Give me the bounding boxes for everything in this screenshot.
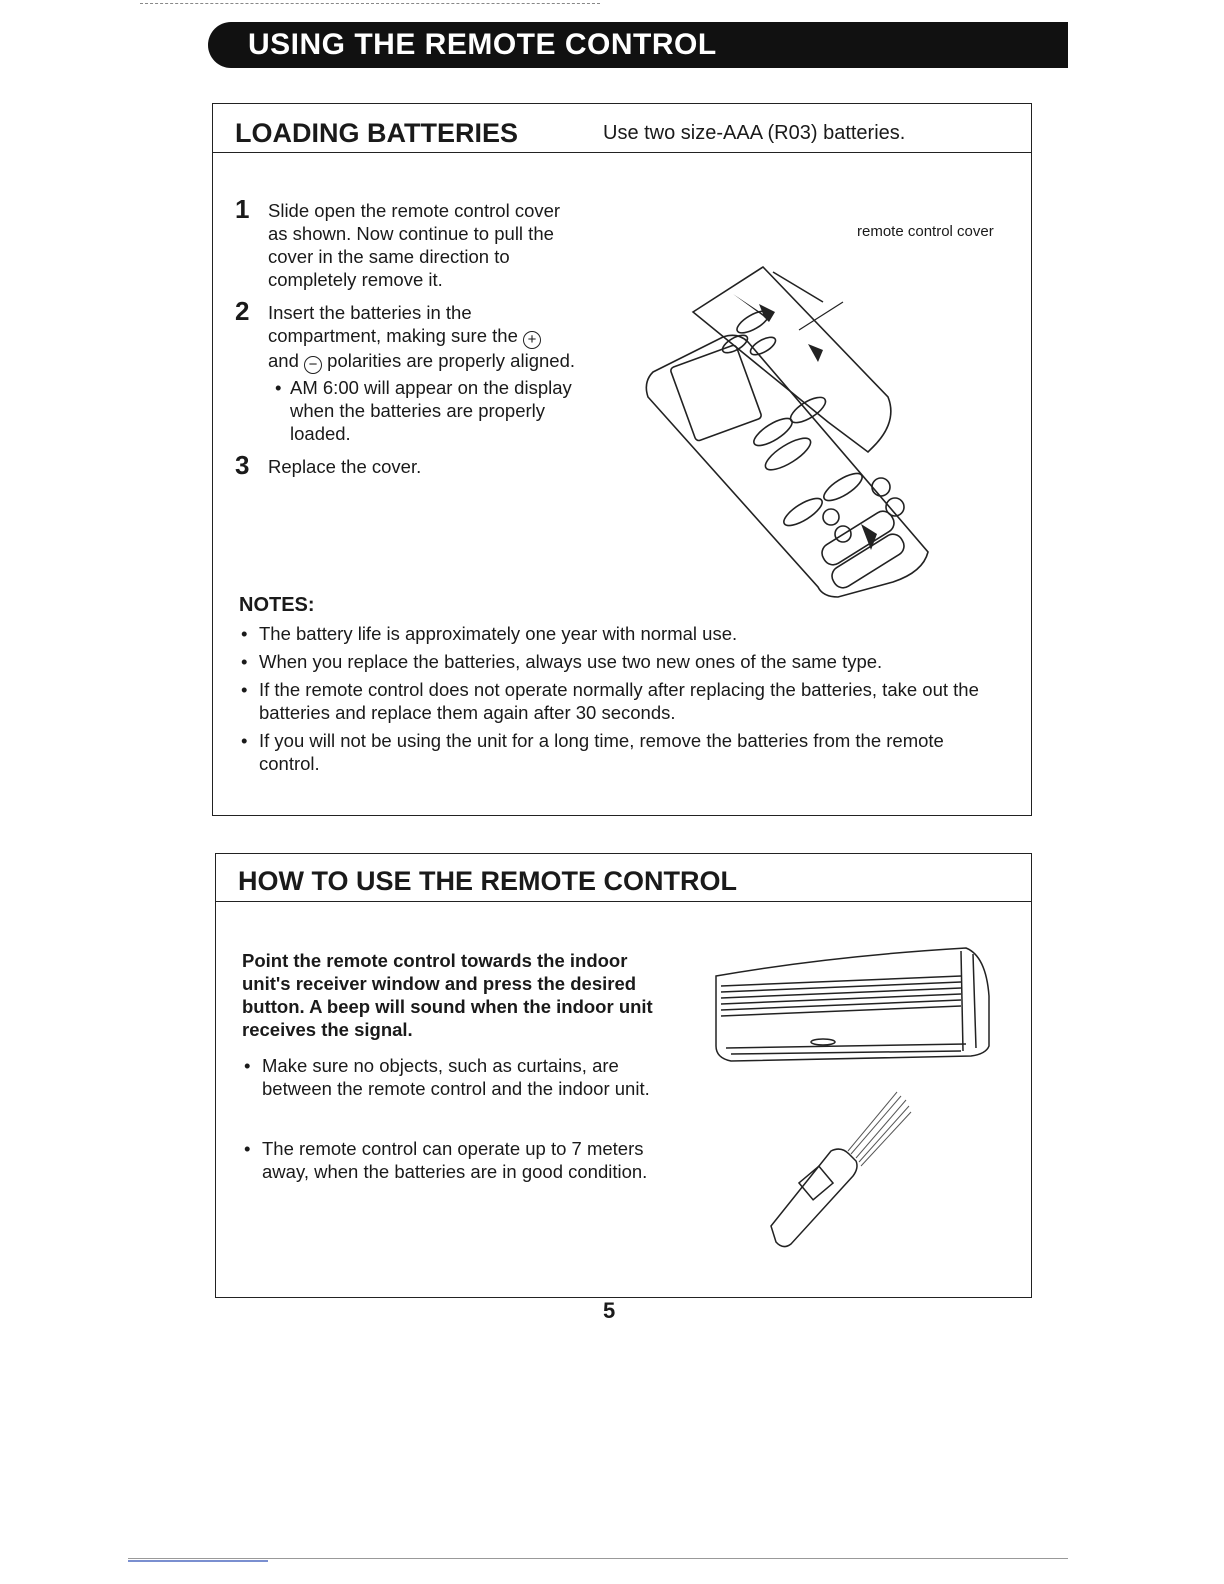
steps-list <box>235 194 575 488</box>
step-text-after: polarities are properly aligned. <box>327 350 575 371</box>
section-header <box>213 104 1031 153</box>
intro-paragraph: Point the remote control towards the indoor unit's receiver window and press the desired button. A beep will sound when the indoor unit receives the signal. <box>242 950 653 1040</box>
bottom-rule-accent <box>128 1560 268 1562</box>
indoor-unit-illustration <box>711 936 996 1256</box>
step-number: 2 <box>235 296 250 326</box>
note-item <box>239 678 999 724</box>
note-text: If the remote control does not operate normally after replacing the batteries, take out the batteries and replace them again after 30 seconds. <box>259 679 979 723</box>
note-item <box>239 622 999 645</box>
section-header <box>216 854 1031 902</box>
step-text: Replace the cover. <box>268 456 422 477</box>
notes-title: NOTES: <box>239 594 315 616</box>
page-banner: USING THE REMOTE CONTROL <box>208 22 1068 68</box>
notes-block <box>239 594 999 780</box>
step-text-and: and <box>268 350 299 371</box>
section-title: LOADING BATTERIES <box>235 118 518 148</box>
remote-cover-callout: remote control cover <box>857 223 994 240</box>
section-subtitle: Use two size-AAA (R03) batteries. <box>603 122 906 144</box>
bullet-icon: • <box>241 679 248 700</box>
bullet-icon: • <box>244 1138 251 1159</box>
how-to-use-section <box>215 853 1032 1298</box>
step-text: Insert the batteries in the compartment, making sure the <box>268 302 518 346</box>
bottom-rule <box>128 1558 1068 1559</box>
section-title: HOW TO USE THE REMOTE CONTROL <box>238 866 737 896</box>
bullet-icon: • <box>244 1055 251 1076</box>
note-text: When you replace the batteries, always use two new ones of the same type. <box>259 651 883 672</box>
bullet-icon: • <box>241 730 248 751</box>
bullet-icon: • <box>241 651 248 672</box>
step-text: Slide open the remote control cover as shown. Now continue to pull the cover in the same direction to completely remove it. <box>268 200 561 290</box>
step-2 <box>235 296 575 445</box>
note-text: If you will not be using the unit for a long time, remove the batteries from the remote control. <box>259 730 944 774</box>
step-2-bullet <box>268 376 575 445</box>
step-number: 1 <box>235 194 250 224</box>
note-item <box>239 650 999 673</box>
remote-battery-illustration <box>623 182 1003 612</box>
bullet-item <box>242 1137 672 1183</box>
note-item <box>239 729 999 775</box>
step-3 <box>235 450 575 480</box>
step-1 <box>235 194 575 291</box>
note-text: The battery life is approximately one year with normal use. <box>259 623 738 644</box>
top-scan-line <box>140 3 600 4</box>
bullet-text: Make sure no objects, such as curtains, are between the remote control and the indoor unit. <box>262 1055 650 1099</box>
bullet-text: The remote control can operate up to 7 meters away, when the batteries are in good condition. <box>262 1138 648 1182</box>
bullet-text: AM 6:00 will appear on the display when the batteries are properly loaded. <box>290 377 572 444</box>
bullet-icon: • <box>241 623 248 644</box>
page-number: 5 <box>603 1298 616 1323</box>
step-number: 3 <box>235 450 250 480</box>
loading-batteries-section <box>212 103 1032 816</box>
minus-polarity-icon: − <box>304 356 322 374</box>
bullet-item <box>242 1054 672 1100</box>
plus-polarity-icon: + <box>523 331 541 349</box>
bullet-icon: • <box>275 377 282 398</box>
